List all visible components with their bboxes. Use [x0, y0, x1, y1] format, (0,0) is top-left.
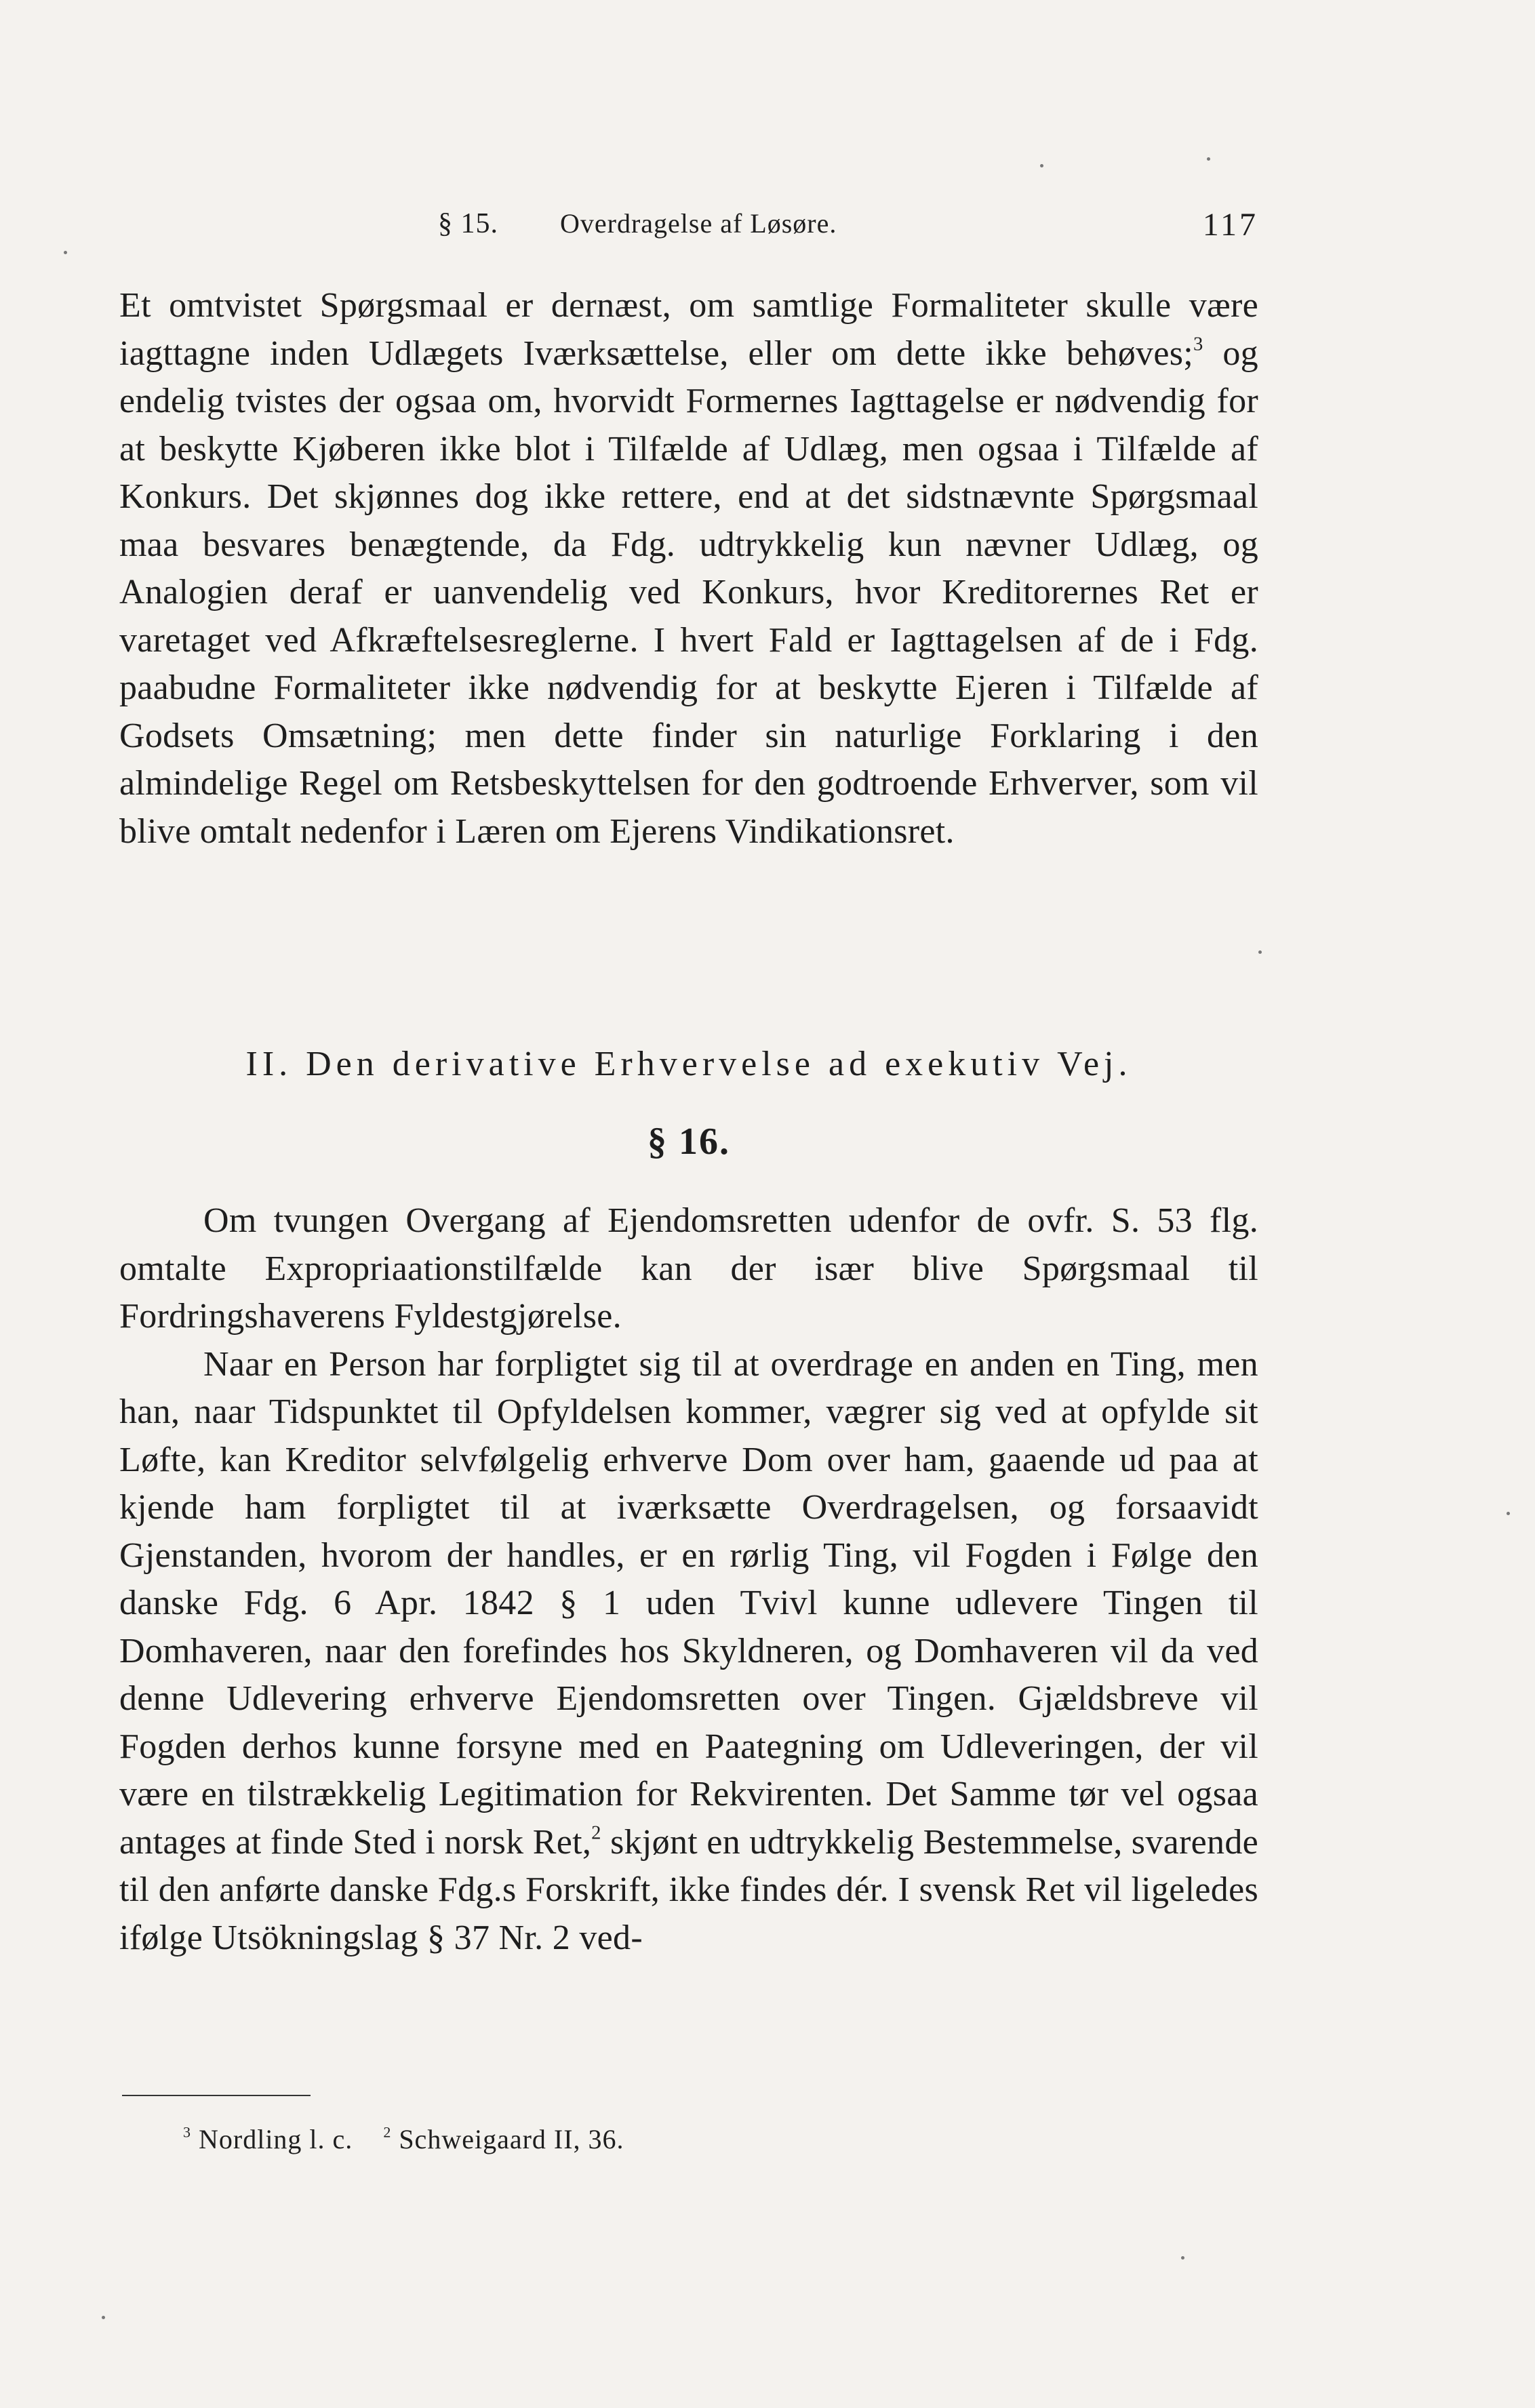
section-body [119, 1197, 1258, 1962]
paragraph-1-text-b: og endelig tvistes der ogsaa om, hvorvidt Formernes Iagttagelse er nødvendig for at beskytte Kjøberen ikke blot i Tilfælde af Udlæg, men ogsaa i Tilfælde af Konkurs. Det skjønnes dog ikke rettere, end at det sidstnævnte Spørgsmaal maa besvares benægtende, da Fdg. udtrykkelig kun nævner Udlæg, og Analogien deraf er uanvendelig ved Konkurs, hvor Kreditorernes Ret er varetaget ved Afkræftelsesreglerne. I hvert Fald er Iagttagelsen af de i Fdg. paabudne Formaliteter ikke nødvendig for at beskytte Ejeren i Tilfælde af Godsets Omsætning; men dette finder sin naturlige Forklaring i den almindelige Regel om Retsbeskyttelsen for den godtroende Erhverver, som vil blive omtalt nedenfor i Læren om Ejerens Vindikationsret. [119, 334, 1258, 851]
paragraph-3-text-a: Naar en Person har forpligtet sig til at overdrage en anden en Ting, men han, naar Tidspunktet til Opfyldelsen kommer, vægrer sig ved at opfylde sit Løfte, kan Kreditor selvfølgelig erhverve Dom over ham, gaaende ud paa at kjende ham forpligtet til at iværksætte Overdragelsen, og forsaavidt Gjenstanden, hvorom der handles, er en rørlig Ting, vil Fogden i Følge den danske Fdg. 6 Apr. 1842 § 1 uden Tvivl kunne udlevere Tingen til Domhaveren, naar den forefindes hos Skyldneren, og Domhaveren vil da ved denne Udlevering erhverve Ejendomsretten over Tingen. Gjældsbreve vil Fogden derhos kunne forsyne med en Paategning om Udleveringen, der vil være en tilstrækkelig Legitimation for Rekvirenten. Det Samme tør vel ogsaa antages at finde Sted i norsk Ret, [119, 1344, 1258, 1862]
paragraph-2: Om tvungen Overgang af Ejendomsretten udenfor de ovfr. S. 53 flg. omtalte Expropriaationstilfælde kan der især blive Spørgsmaal til Fordringshaverens Fyldestgjørelse. [119, 1201, 1258, 1336]
paper-speck [1258, 950, 1262, 954]
paper-speck [102, 2316, 105, 2319]
running-head-title: Overdragelse af Løsøre. [560, 208, 837, 239]
running-head [119, 201, 1258, 255]
chapter-heading: II. Den derivative Erhvervelse ad exekutiv Vej. [245, 1045, 1132, 1083]
footnote-divider [122, 2095, 311, 2096]
running-head-section: § 15. [438, 208, 498, 239]
footnote-1 [183, 2124, 353, 2154]
footnote-1-text: Nordling l. c. [199, 2124, 353, 2154]
footnote-2-marker: 2 [383, 2123, 392, 2141]
paragraph-1-text-a: Et omtvistet Spørgsmaal er dernæst, om samtlige Formaliteter skulle være iagttagne inden Udlægets Iværksættelse, eller om dette ikke behøves; [119, 286, 1258, 373]
page-number: 117 [1202, 207, 1258, 243]
paper-speck [1507, 1512, 1510, 1515]
paper-speck [1181, 2256, 1184, 2260]
footnote-ref-3: 3 [1193, 334, 1203, 355]
footnote-1-marker: 3 [183, 2123, 191, 2141]
paragraph-3-text-b: skjønt en udtrykkelig Bestemmelse, svarende til den anførte danske Fdg.s Forskrift, ikke findes dér. I svensk Ret vil ligeledes ifølge Utsökningslag § 37 Nr. 2 ved- [119, 1822, 1258, 1957]
footnotes [183, 2121, 647, 2159]
paper-speck [1040, 164, 1043, 167]
section-heading: § 16. [647, 1121, 730, 1163]
paper-speck [1207, 157, 1210, 161]
footnote-ref-2: 2 [591, 1822, 601, 1844]
footnote-2 [383, 2124, 624, 2154]
paper-speck [64, 251, 67, 254]
footnote-2-text: Schweigaard II, 36. [399, 2124, 624, 2154]
paragraph-1 [119, 282, 1258, 856]
paragraph-3 [119, 1341, 1258, 1963]
